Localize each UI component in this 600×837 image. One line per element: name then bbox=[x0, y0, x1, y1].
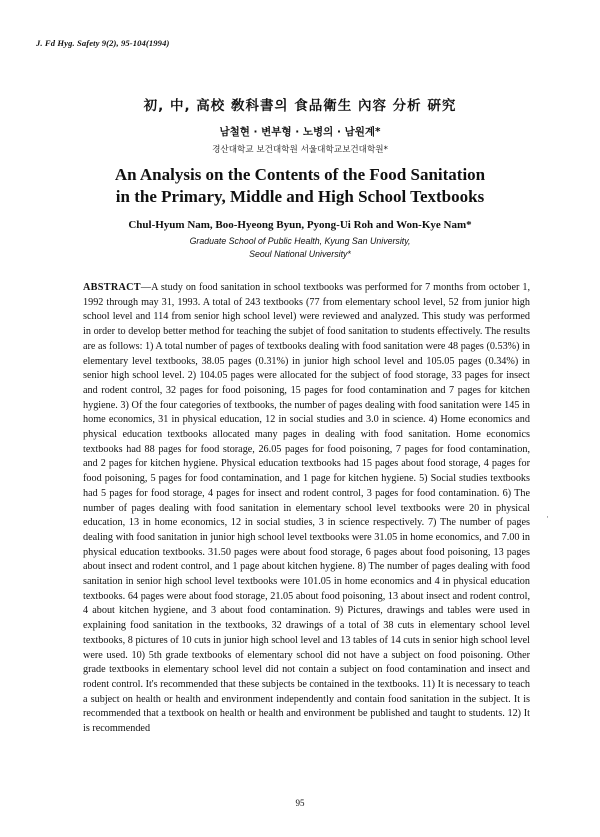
page-number: 95 bbox=[295, 798, 305, 808]
english-authors: Chul-Hyum Nam, Boo-Hyeong Byun, Pyong-Ui Roh and Won-Kye Nam* bbox=[128, 219, 472, 231]
english-title-line-1: An Analysis on the Contents of the Food Sanitation bbox=[114, 165, 486, 184]
korean-affiliation: 경산대학교 보건대학원 서울대학교보건대학원* bbox=[212, 145, 388, 155]
abstract-text: —A study on food sanitation in school textbooks was performed for 7 months from october 1, 1992 through may 31, 1993. A total of 243 textbooks (77 from elementary school level, 52 from junior high school level and 114 from senior high school level) were reviewed and analyzed. This study was performed in order to develop better method for teaching the subjet of food sanitation to students effectively. The results are as follows: 1) A total number of pages of textbooks dealing with food sanitation were 48 pages (0.53%) in elementary level textbooks, 38.05 pages (0.31%) in junior high school level and 105.05 pages (0.34%) in senior high school level. 2) 104.05 pages were allocated for the subject of food storage, 33 pages for insect and rodent control, 32 pages for food poisoning, 15 pages for food contamination and 7 pages for kitchen hygiene. 3) Of the four categories of textbooks, the number of pages dealing with food sanitation were 145 in home economics, 31 in physical education, 12 in social studies and 3.0 in science. 4) Home economics and physical education textbooks allocated many pages in dealing with food sanitation. Home economics textbooks had 88 pages for food storage, 26.05 pages for food poisoning, 7 pages for food contamination, and 2 pages for kitchen hygiene. Physical education textbooks had 15 pages about food storage, 4 pages for food poisoning, 5 pages for food contamination, and 1 page for kitchen hygiene. 5) Social studies textbooks had 5 pages for food storage, 4 pages for insect and rodent control, 3 pages for food contamination. 6) The number of pages dealing with food sanitation in elementary school level textbooks were 20 in physical education, 13 in home economics, 12 in social studies, 3 in science respectively. 7) The number of pages dealing with food sanitation in junior high school level textbooks were 31.05 in home economics, and 7.00 in physical education textbooks. 31.50 pages were about food storage, 6 pages about food poisoning, 13 pages about insect and rodent control, and 1 page about kitchen hygiene. 8) The number of pages dealing with food sanitation in senior high school level textbooks were 101.05 in home economics and 4 in physical education textbooks. 64 pages were about food storage, 21.05 about food poisoning, 13 about insect and rodent control, 4 about kitchen hygiene, and 3 about food contamination. 9) Pictures, drawings and tables were used in explaining food sanitation in the textbooks, 32 drawings of a total of 38 cuts in elementary school level textbooks, 8 pictures of 10 cuts in junior high school level and 13 tables of 14 cuts in senior high school level were used. 10) 5th grade textbooks of elementary school did not have a subject on food poisoning. Other grade textbooks in elementary school level did not contain a subject on food contamination and insect and rodent control. It's recommended that these subjects be contained in the textbooks. 11) It is necessary to teach a subject on health or health and environment independently and contain food sanitation in the subject. It is recommended that a textbook on health or health and environment be published and taught to students. 12) It is recommended bbox=[83, 282, 531, 735]
journal-citation: J. Fd Hyg. Safety 9(2), 95-104(1994) bbox=[36, 38, 170, 48]
english-affiliation bbox=[0, 235, 600, 261]
english-affiliation-line-1: Graduate School of Public Health, Kyung San University, bbox=[189, 236, 411, 246]
korean-title: 初, 中, 高校 敎科書의 食品衛生 內容 分析 硏究 bbox=[143, 98, 457, 114]
abstract bbox=[83, 281, 530, 737]
english-title-line-2: in the Primary, Middle and High School Textbooks bbox=[115, 187, 485, 206]
abstract-label: ABSTRACT bbox=[83, 282, 141, 293]
english-affiliation-line-2: Seoul National University* bbox=[249, 249, 351, 259]
korean-authors: 남철현 · 변부형 · 노병의 · 남원계* bbox=[219, 126, 381, 138]
english-title bbox=[0, 164, 600, 208]
margin-mark: · bbox=[546, 512, 549, 522]
